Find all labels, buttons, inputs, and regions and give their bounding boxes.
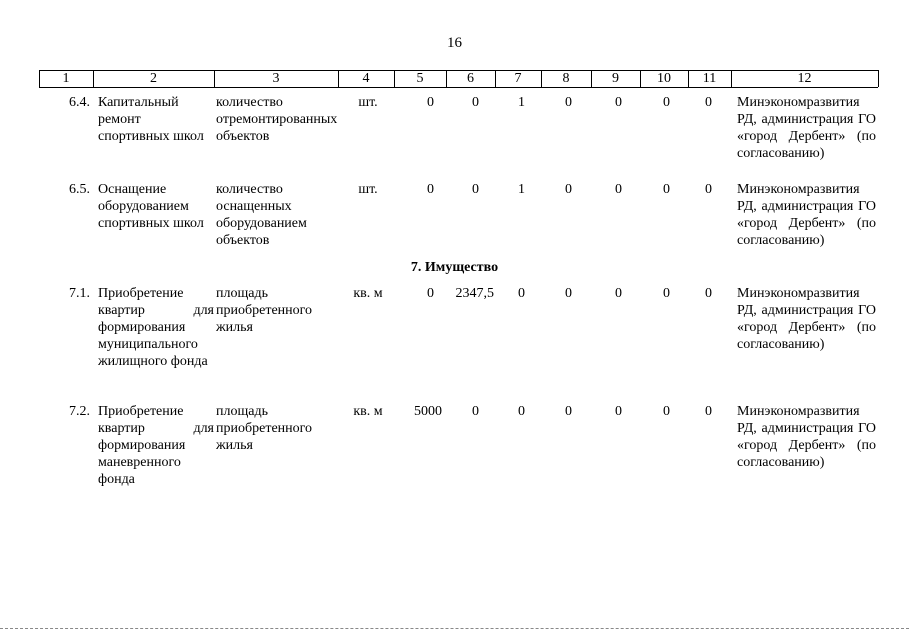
executor: Минэкономразвития РД, администрация ГО «город Дербент» (по согласованию) — [737, 95, 876, 161]
header-cell: 1 — [62, 71, 70, 86]
event-name: Приобретение квартир для формирования маневренного фонда — [98, 404, 214, 487]
indicator-name: площадь приобретенного жилья — [216, 286, 313, 335]
row-number: 6.4. — [69, 95, 90, 110]
header-cell: 5 — [416, 71, 424, 86]
value-col8: 0 — [565, 182, 572, 197]
value-col8: 0 — [565, 286, 572, 301]
page-number: 16 — [447, 35, 462, 51]
header-divider — [878, 70, 879, 87]
event-name: Оснащение оборудованием спортивных школ — [98, 182, 204, 231]
value-col6: 0 — [472, 95, 479, 110]
executor: Минэкономразвития РД, администрация ГО «город Дербент» (по согласованию) — [737, 404, 876, 470]
header-cell: 2 — [150, 71, 157, 86]
event-name: Приобретение квартир для формирования муниципального жилищного фонда — [98, 286, 214, 369]
event-name: Капитальный ремонт спортивных школ — [98, 95, 204, 144]
value-col5: 0 — [427, 182, 434, 197]
header-cell: 8 — [562, 71, 570, 86]
header-cell: 9 — [612, 71, 619, 86]
value-col5: 0 — [427, 286, 434, 301]
row-number: 7.1. — [69, 286, 90, 301]
value-col9: 0 — [615, 182, 622, 197]
value-col5: 0 — [427, 95, 434, 110]
header-cell: 10 — [657, 71, 671, 86]
indicator-name: количество оснащенных оборудованием объектов — [216, 182, 307, 248]
value-col9: 0 — [615, 95, 622, 110]
value-col6: 0 — [472, 182, 479, 197]
section-title: 7. Имущество — [410, 260, 499, 275]
value-col11: 0 — [705, 286, 712, 301]
value-col11: 0 — [705, 95, 712, 110]
header-cell: 12 — [797, 71, 812, 86]
header-cell: 3 — [272, 71, 280, 86]
value-col10: 0 — [663, 404, 670, 419]
unit: кв. м — [353, 404, 383, 419]
value-col11: 0 — [705, 404, 712, 419]
value-col5: 5000 — [414, 404, 442, 419]
value-col7: 0 — [518, 286, 525, 301]
indicator-name: количество отремонтированных объектов — [216, 95, 338, 144]
header-cell: 11 — [702, 71, 717, 86]
scan-edge-line — [0, 628, 909, 629]
row-number: 7.2. — [69, 404, 90, 419]
value-col11: 0 — [705, 182, 712, 197]
header-cell: 7 — [514, 71, 522, 86]
value-col9: 0 — [615, 286, 622, 301]
header-bottom-border — [39, 87, 878, 88]
value-col10: 0 — [663, 286, 670, 301]
value-col10: 0 — [663, 95, 670, 110]
executor: Минэкономразвития РД, администрация ГО «город Дербент» (по согласованию) — [737, 182, 876, 248]
header-cell: 4 — [362, 71, 370, 86]
value-col7: 0 — [518, 404, 525, 419]
value-col6: 2347,5 — [455, 286, 494, 301]
value-col6: 0 — [472, 404, 479, 419]
unit: шт. — [358, 95, 378, 110]
unit: шт. — [358, 182, 378, 197]
value-col7: 1 — [518, 182, 525, 197]
value-col7: 1 — [518, 95, 525, 110]
indicator-name: площадь приобретенного жилья — [216, 404, 313, 453]
header-cell: 6 — [467, 71, 474, 86]
value-col8: 0 — [565, 95, 572, 110]
value-col8: 0 — [565, 404, 572, 419]
value-col10: 0 — [663, 182, 670, 197]
value-col9: 0 — [615, 404, 622, 419]
unit: кв. м — [353, 286, 383, 301]
row-number: 6.5. — [69, 182, 90, 197]
executor: Минэкономразвития РД, администрация ГО «город Дербент» (по согласованию) — [737, 286, 876, 352]
